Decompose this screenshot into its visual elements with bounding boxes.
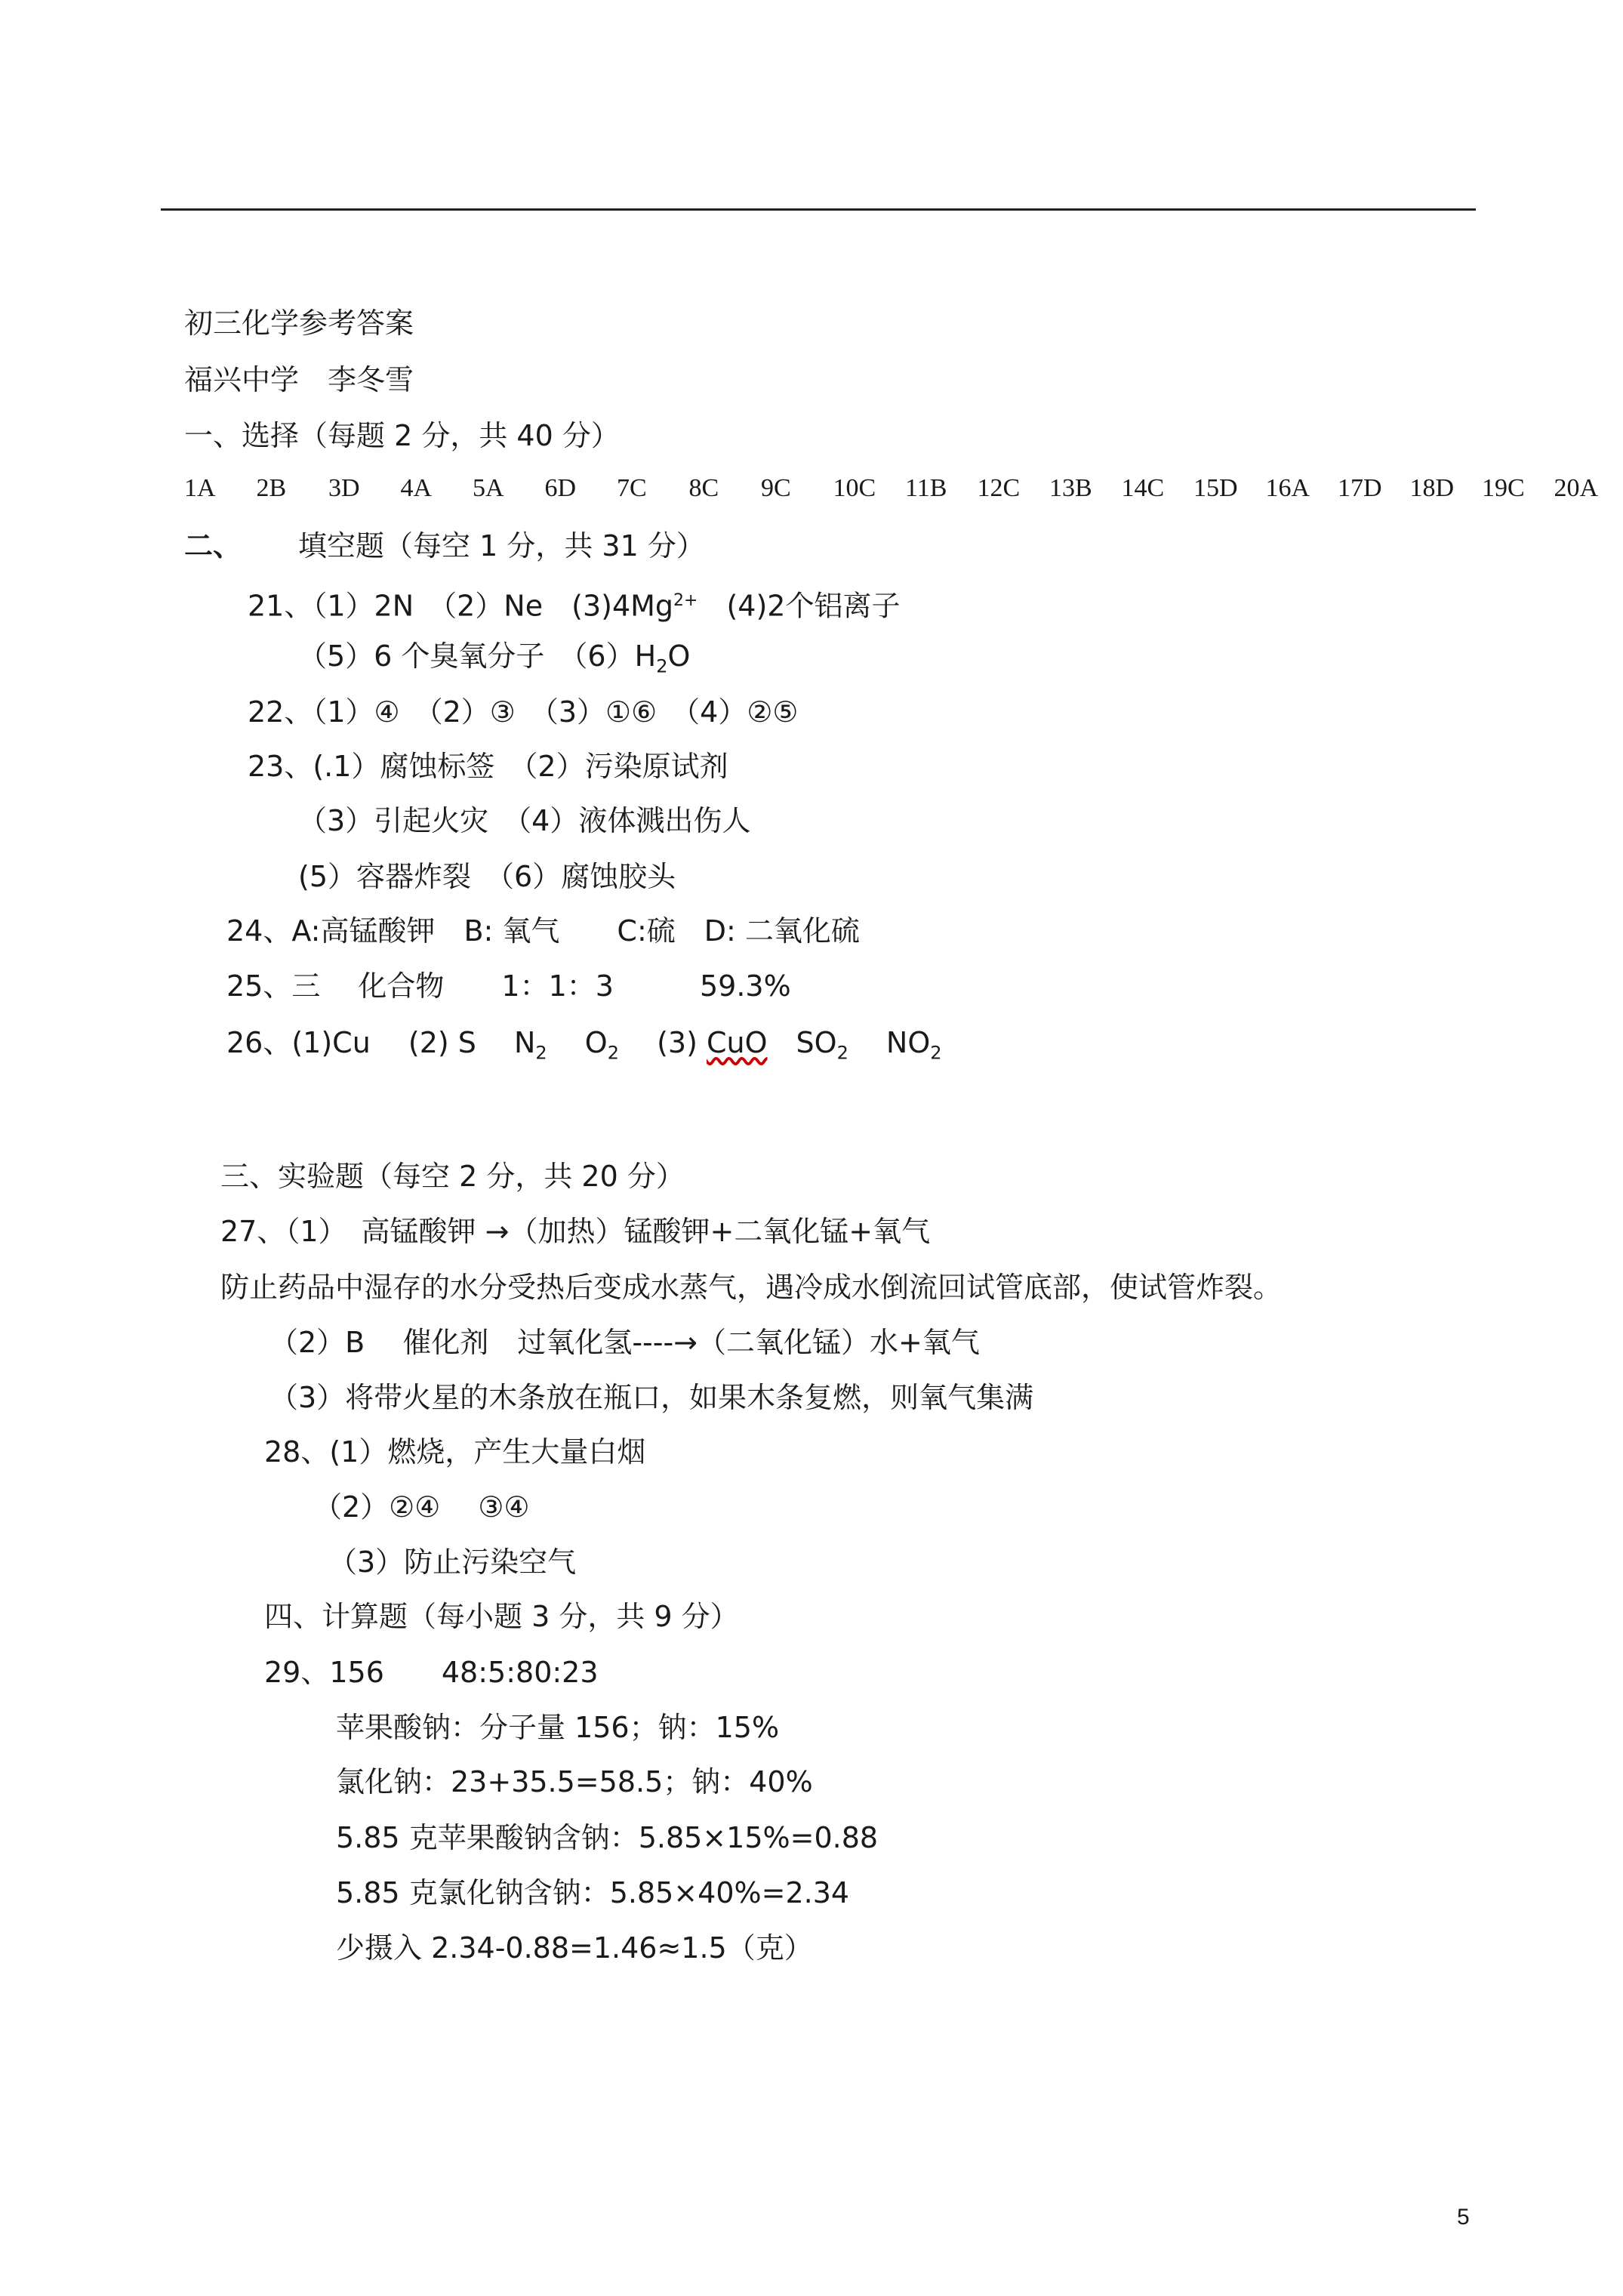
q21-line-2: （5）6 个臭氧分子 $(6)H_2O$ bbox=[298, 639, 691, 677]
mc-answer: 8C bbox=[688, 474, 719, 502]
mc-answer-row bbox=[184, 474, 1623, 503]
mc-answer: 9C bbox=[761, 474, 791, 502]
mc-answer: 17D bbox=[1338, 474, 1382, 502]
mc-answer: 16A bbox=[1265, 474, 1310, 502]
mc-answer: 7C bbox=[617, 474, 647, 502]
section-2-number: 二、 bbox=[184, 529, 242, 562]
section-4-heading: 四、计算题（每小题 3 分，共 9 分） bbox=[264, 1600, 739, 1633]
author-line: 福兴中学 李冬雪 bbox=[184, 363, 414, 396]
section-3-heading: 三、实验题（每空 2 分，共 20 分） bbox=[220, 1160, 685, 1193]
mc-answer: 6D bbox=[544, 474, 577, 502]
q29-calc-1: 苹果酸钠：分子量 156；钠：15% bbox=[336, 1711, 780, 1744]
mc-answer: 5A bbox=[473, 474, 504, 502]
q25-line: 25、三 化合物 1：1：3 59.3% bbox=[226, 969, 791, 1003]
doc-title: 初三化学参考答案 bbox=[184, 307, 414, 340]
mc-answer: 4A bbox=[400, 474, 433, 502]
q21-line-1: 21、（1）2N （2）Ne $(3)4Mg^{2+}$ (4)2个铝离子 bbox=[248, 589, 901, 623]
mc-answer: 15D bbox=[1193, 474, 1238, 502]
q27-line-3: （3）将带火星的木条放在瓶口，如果木条复燃，则氧气集满 bbox=[269, 1381, 1034, 1414]
q23-line-1: 23、(.1）腐蚀标签 （2）污染原试剂 bbox=[248, 750, 728, 783]
q28-line-1: 28、(1）燃烧，产生大量白烟 bbox=[264, 1435, 646, 1469]
q29-line: 29、156 48:5:80:23 bbox=[264, 1656, 599, 1689]
q24-line: 24、A:高锰酸钾 B: 氧气 C:硫 D: 二氧化硫 bbox=[226, 914, 860, 948]
section-2-heading: 填空题（每空 1 分，共 31 分） bbox=[298, 529, 705, 562]
q26-line: 26、(1)Cu (2) S $N_2$ $O_2$ (3) CuO $SO_2$ $NO_2$ bbox=[226, 1026, 942, 1064]
mc-answer: 18D bbox=[1409, 474, 1455, 502]
mc-answer: 14C bbox=[1121, 474, 1165, 502]
mc-answer: 1A bbox=[184, 474, 216, 502]
q23-line-2: （3）引起火灾 （4）液体溅出伤人 bbox=[298, 804, 751, 837]
q29-calc-2: 氯化钠：23+35.5=58.5；钠：40% bbox=[336, 1765, 813, 1798]
q27-line-1: 27、（1） 高锰酸钾 →（加热）锰酸钾+二氧化锰+氧气 bbox=[220, 1215, 931, 1248]
q28-line-3: （3）防止污染空气 bbox=[328, 1546, 577, 1579]
mc-answer: 12C bbox=[977, 474, 1021, 502]
mc-answer: 11B bbox=[905, 474, 947, 502]
mc-answer: 10C bbox=[833, 474, 876, 502]
q29-calc-5: 少摄入 2.34-0.88=1.46≈1.5（克） bbox=[336, 1931, 813, 1965]
section-1-heading: 一、选择（每题 2 分，共 40 分） bbox=[184, 419, 620, 452]
mc-answer: 13B bbox=[1049, 474, 1092, 502]
q27-note: 防止药品中湿存的水分受热后变成水蒸气，遇冷成水倒流回试管底部，使试管炸裂。 bbox=[220, 1271, 1283, 1304]
q28-line-2: （2）②④ ③④ bbox=[313, 1490, 530, 1524]
q29-calc-3: 5.85 克苹果酸钠含钠：5.85×15%=0.88 bbox=[336, 1821, 879, 1854]
header-rule bbox=[161, 208, 1476, 211]
mc-answer: 19C bbox=[1482, 474, 1525, 502]
mc-answer: 2B bbox=[256, 474, 287, 502]
cuo-spellcheck: CuO bbox=[706, 1026, 768, 1059]
q29-calc-4: 5.85 克氯化钠含钠：5.85×40%=2.34 bbox=[336, 1876, 850, 1909]
q22-line: 22、（1）④ （2）③ （3）①⑥ （4）②⑤ bbox=[248, 695, 799, 729]
q27-line-2: （2）B 催化剂 过氧化氢----→（二氧化锰）水+氧气 bbox=[269, 1326, 980, 1359]
page-number: 5 bbox=[1457, 2205, 1470, 2230]
mc-answer: 3D bbox=[328, 474, 360, 502]
q23-line-3: (5）容器炸裂 （6）腐蚀胶头 bbox=[298, 860, 676, 893]
mc-answer: 20A bbox=[1554, 474, 1599, 502]
